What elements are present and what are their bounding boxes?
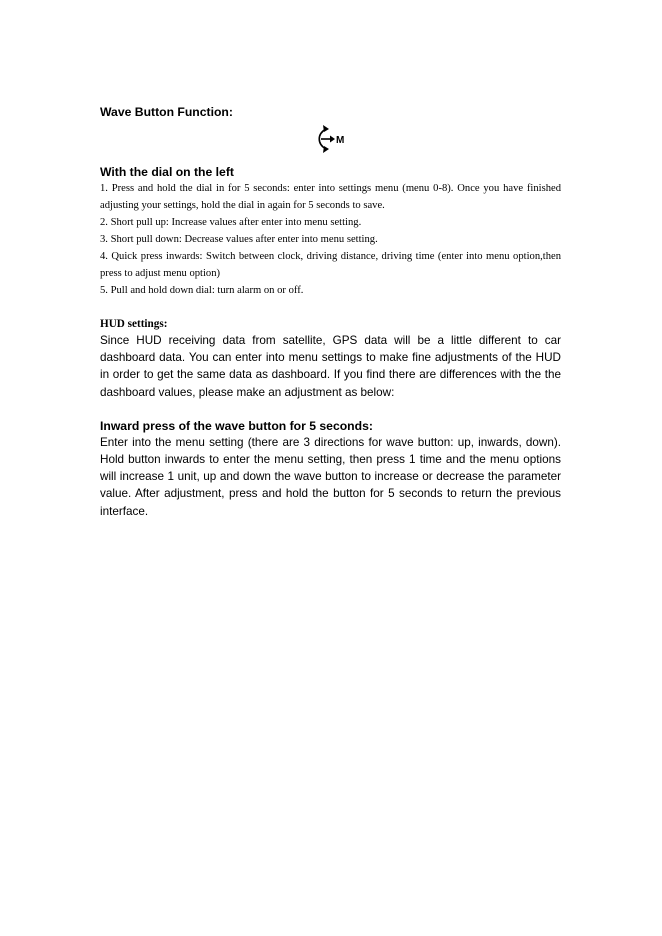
dial-instruction-3: 3. Short pull down: Decrease values after enter into menu setting. — [100, 234, 378, 245]
inward-press-body: Enter into the menu setting (there are 3 directions for wave button: up, inwards, down). Hold button inwards to enter the menu setting, then press 1 time and the menu options will increase 1 unit, up and down the wave button to increase or decrease the parameter value. After adjustment, press and hold the button for 5 seconds to return the previous interface. — [100, 435, 561, 518]
dial-section-heading: With the dial on the left — [100, 165, 234, 179]
dial-instruction-2: 2. Short pull up: Increase values after enter into menu setting. — [100, 217, 362, 228]
hud-settings-heading: HUD settings: — [100, 318, 168, 330]
dial-instruction-4: 4. Quick press inwards: Switch between clock, driving distance, driving time (enter into menu option,then press to adjust menu option) — [100, 251, 561, 279]
dial-instruction-1: 1. Press and hold the dial in for 5 seconds: enter into settings menu (menu 0-8). Once you have finished adjusting your settings, hold the dial in again for 5 seconds to save. — [100, 183, 561, 211]
inward-press-heading: Inward press of the wave button for 5 seconds: — [100, 418, 373, 433]
document-page — [100, 104, 561, 520]
wave-button-icon-label: M — [336, 135, 345, 146]
wave-button-icon — [315, 124, 347, 154]
dial-instruction-5: 5. Pull and hold down dial: turn alarm on or off. — [100, 285, 304, 296]
hud-settings-body: Since HUD receiving data from satellite, GPS data will be a little different to car dashboard data. You can enter into menu settings to make fine adjustments of the HUD in order to get the same data as dashboard. If you find there are differences with the the dashboard values, please make an adjustment as below: — [100, 334, 561, 399]
wave-button-heading: Wave Button Function: — [100, 105, 233, 119]
wave-button-diagram — [100, 120, 561, 154]
